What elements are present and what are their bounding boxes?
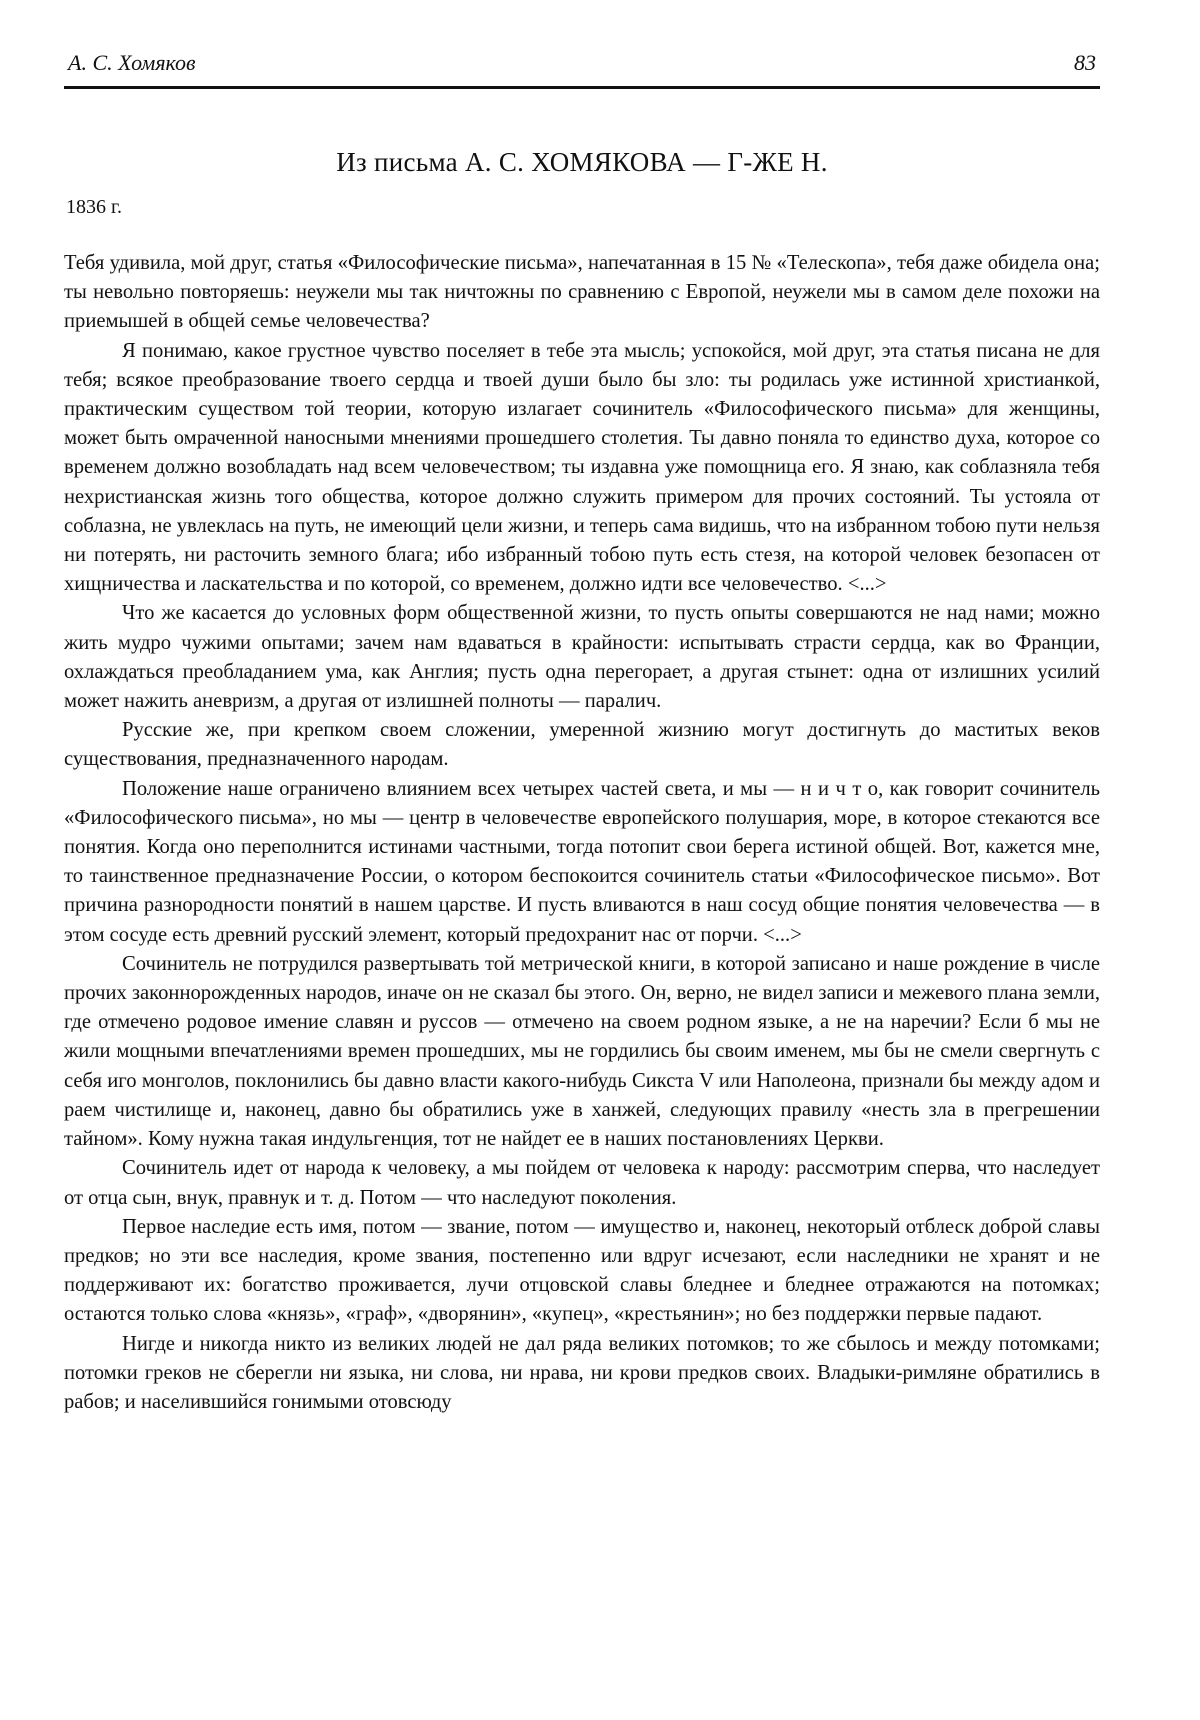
document-page (64, 50, 1100, 1417)
running-head-author: А. С. Хомяков (68, 50, 196, 75)
paragraph: Сочинитель не потрудился развертывать той метрической книги, в которой записано и наше рождение в числе прочих законнорожденных народов, иначе он не сказал бы этого. Он, верно, не видел записи и межевого плана земли, где отмечено родовое имение славян и руссов — отмечено на своем родном языке, а не на наречии? Если б мы не жили мощными впечатлениями времен прошедших, мы не гордились бы своим именем, мы бы не смели свергнуть с себя иго монголов, поклонились бы давно власти какого-нибудь Сикста V или Наполеона, признали бы между адом и раем чистилище и, наконец, давно бы обратились уже в ханжей, следующих правилу «несть зла в прегрешении тайном». Кому нужна такая индульгенция, тот не найдет ее в наших постановлениях Церкви. (64, 952, 1100, 1151)
page-number: 83 (1074, 50, 1096, 75)
letter-body (64, 249, 1100, 1417)
running-head (64, 50, 1100, 89)
paragraph: Я понимаю, какое грустное чувство поселяет в тебе эта мысль; успокойся, мой друг, эта статья писана не для тебя; всякое преобразование твоего сердца и твоей души было бы зло: ты родилась уже истинной христианкой, практическим существом той теории, которую излагает сочинитель «Философического письма» для женщины, может быть омраченной наносными мнениями прошедшего столетия. Ты давно поняла то единство духа, которое со временем должно возобладать над всем человечеством; ты издавна уже помощница его. Я знаю, как соблазняла тебя нехристианская жизнь того общества, которое должно служить примером для прочих состояний. Ты устояла от соблазна, не увлеклась на путь, не имеющий цели жизни, и теперь сама видишь, что на избранном тобою пути нельзя ни потерять, ни расточить земного блага; ибо избранный тобою путь есть стезя, на которой человек безопасен от хищничества и ласкательства и по которой, со временем, должно идти все человечество. <...> (64, 339, 1100, 596)
paragraph: Русские же, при крепком своем сложении, умеренной жизнию могут достигнуть до маститых веков существования, предназначенного народам. (64, 719, 1100, 771)
paragraph: Нигде и никогда никто из великих людей не дал ряда великих потомков; то же сбылось и между потомками; потомки греков не сберегли ни языка, ни слова, ни нрава, ни крови предков своих. Владыки-римляне обратились в рабов; и населившийся гонимыми отовсюду (64, 1332, 1100, 1413)
paragraph: Первое наследие есть имя, потом — звание, потом — имущество и, наконец, некоторый отблеск доброй славы предков; но эти все наследия, кроме звания, постепенно или вдруг исчезают, если наследники не хранят и не поддерживают их: богатство проживается, лучи отцовской славы бледнее и бледнее отражаются на потомках; остаются только слова «князь», «граф», «дворянин», «купец», «крестьянин»; но без поддержки первые падают. (64, 1215, 1100, 1326)
letter-title: Из письма А. С. ХОМЯКОВА — Г-ЖЕ Н. (336, 147, 828, 177)
letter-date: 1836 г. (66, 196, 122, 218)
paragraph: Положение наше ограничено влиянием всех четырех частей света, и мы — н и ч т о, как говорит сочинитель «Философического письма», но мы — центр в человечестве европейского полушария, море, в которое стекаются все понятия. Когда оно переполнится истинами частными, тогда потопит свои берега истиной общей. Вот, кажется мне, то таинственное предназначение России, о котором беспокоится сочинитель статьи «Философическое письмо». Вот причина разнородности понятий в нашем царстве. И пусть вливаются в наш сосуд общие понятия человечества — в этом сосуде есть древний русский элемент, который предохранит нас от порчи. <...> (64, 777, 1100, 946)
paragraph: Тебя удивила, мой друг, статья «Философические письма», напечатанная в 15 № «Телескопа», тебя даже обидела она; ты невольно повторяешь: неужели мы так ничтожны по сравнению с Европой, неужели мы в самом деле похожи на приемышей в общей семье человечества? (64, 252, 1100, 333)
paragraph: Сочинитель идет от народа к человеку, а мы пойдем от человека к народу: рассмотрим сперва, что наследует от отца сын, внук, правнук и т. д. Потом — что наследуют поколения. (64, 1157, 1100, 1209)
paragraph: Что же касается до условных форм общественной жизни, то пусть опыты совершаются не над нами; можно жить мудро чужими опытами; зачем нам вдаваться в крайности: испытывать страсти сердца, как во Франции, охлаждаться преобладанием ума, как Англия; пусть одна перегорает, а другая стынет: одна от излишних усилий может нажить аневризм, а другая от излишней полноты — паралич. (64, 602, 1100, 713)
